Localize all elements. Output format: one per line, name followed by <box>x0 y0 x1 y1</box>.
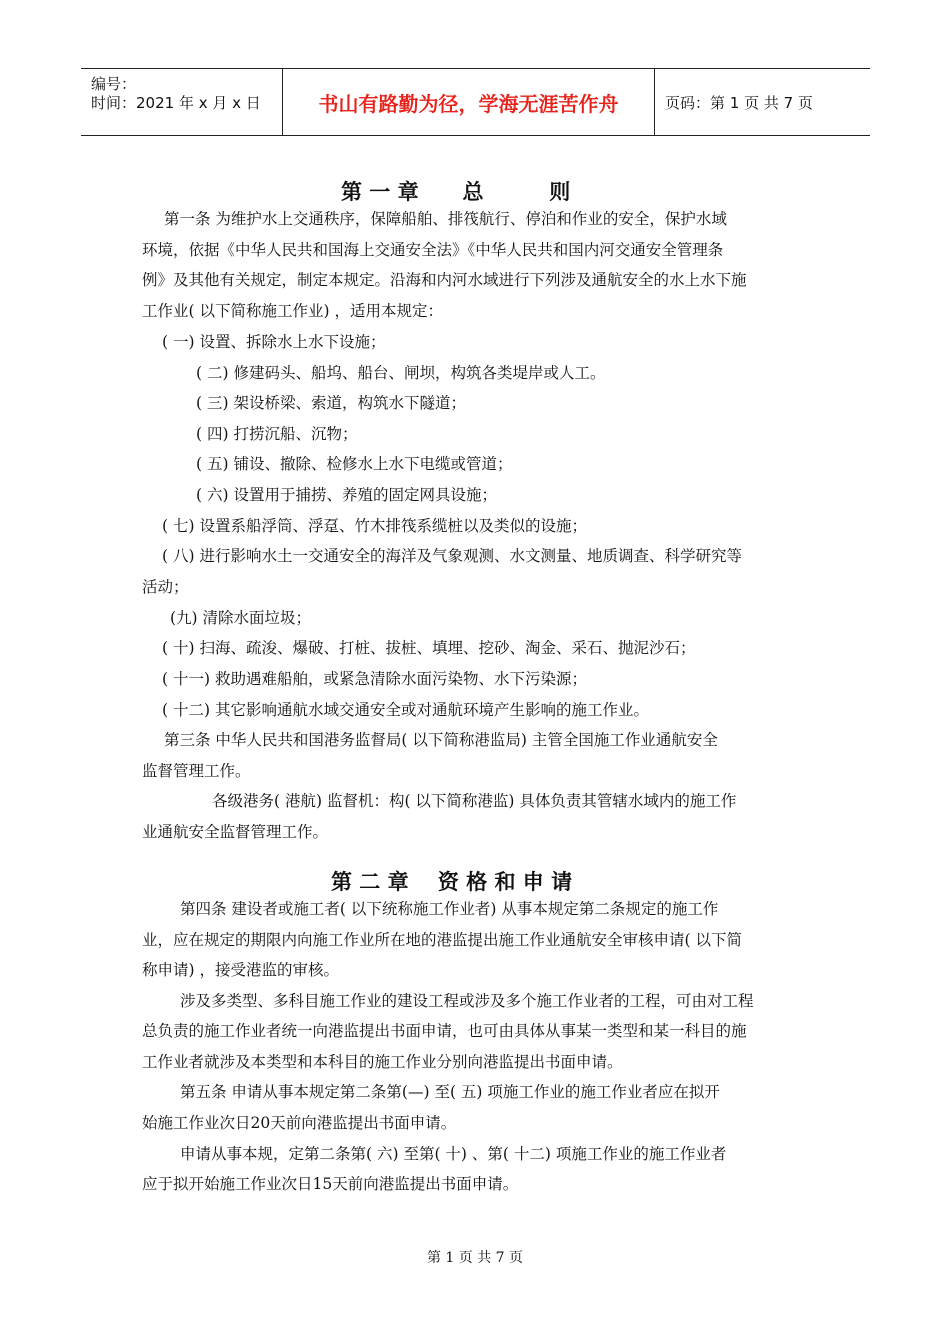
list-item: ( 五) 铺设、撤除、检修水上水下电缆或管道； <box>196 455 513 473</box>
paragraph-line: 第三条 中华人民共和国港务监督局( 以下简称港监局) 主管全国施工作业通航安全 <box>164 731 718 749</box>
paragraph-line: 第一条 为维护水上交通秩序，保障船舶、排筏航行、停泊和作业的安全，保护水域 <box>164 210 727 228</box>
list-item: ( 一) 设置、拆除水上水下设施； <box>162 333 386 351</box>
paragraph-line: 申请从事本规，定第二条第( 六) 至第( 十) 、第( 十二) 项施工作业的施工作业者 <box>180 1145 727 1163</box>
number-label: 编号： <box>91 75 137 93</box>
list-item: ( 二) 修建码头、船坞、船台、闸坝，构筑各类堤岸或人工。 <box>196 364 606 382</box>
paragraph-line: 业，应在规定的期限内向施工作业所在地的港监提出施工作业通航安全审核申请( 以下简 <box>142 931 742 949</box>
chapter-2-title: 第 二 章 资 格 和 申 请 <box>331 870 573 894</box>
list-item: ( 六) 设置用于捕捞、养殖的固定网具设施； <box>196 486 497 504</box>
page-footer: 第 1 页 共 7 页 <box>426 1250 524 1266</box>
paragraph-line: 称申请) ，接受港监的审核。 <box>142 961 339 979</box>
paragraph-line: 应于拟开始施工作业次日15天前向港监提出书面申请。 <box>142 1175 519 1193</box>
chapter-1-title: 第 一 章 总 则 <box>341 180 571 204</box>
page-info: 页码：第 1 页 共 7 页 <box>665 93 813 112</box>
list-item: ( 四) 打捞沉船、沉物； <box>196 425 358 443</box>
paragraph-line: 监督管理工作。 <box>142 762 251 780</box>
paragraph-line: 各级港务( 港航) 监督机：构( 以下简称港监) 具体负责其管辖水域内的施工作 <box>212 792 737 810</box>
paragraph-line: 涉及多类型、多科目施工作业的建设工程或涉及多个施工作业者的工程，可由对工程 <box>180 992 754 1010</box>
document-header <box>81 68 870 136</box>
paragraph-line: 环境，依据《中华人民共和国海上交通安全法》《中华人民共和国内河交通安全管理条 <box>142 241 724 259</box>
paragraph-line: 第四条 建设者或施工者( 以下统称施工作业者) 从事本规定第二条规定的施工作 <box>180 900 719 918</box>
list-item: ( 七) 设置系船浮筒、浮趸、竹木排筏系缆桩以及类似的设施； <box>162 517 587 535</box>
motto: 书山有路勤为径，学海无涯苦作舟 <box>318 91 619 116</box>
paragraph-line: 始施工作业次日20天前向港监提出书面申请。 <box>142 1114 457 1132</box>
header-motto-cell <box>283 69 655 135</box>
list-item: ( 三) 架设桥梁、索道，构筑水下隧道； <box>196 394 466 412</box>
paragraph-line: 工作业( 以下简称施工作业) ，适用本规定： <box>142 302 443 320</box>
time-label: 时间：2021 年 x 月 x 日 <box>91 94 261 112</box>
list-item: ( 十一) 救助遇难船舶，或紧急清除水面污染物、水下污染源； <box>162 670 587 688</box>
list-item: ( 十) 扫海、疏浚、爆破、打桩、拔桩、填埋、挖砂、淘金、采石、抛泥沙石； <box>162 639 696 657</box>
list-item: 活动； <box>142 578 189 596</box>
header-meta <box>81 69 283 135</box>
list-item: ( 十二) 其它影响通航水域交通安全或对通航环境产生影响的施工作业。 <box>162 701 649 719</box>
paragraph-line: 第五条 申请从事本规定第二条第(—) 至( 五) 项施工作业的施工作业者应在拟开 <box>180 1083 720 1101</box>
header-page-info <box>655 69 870 135</box>
paragraph-line: 总负责的施工作业者统一向港监提出书面申请，也可由具体从事某一类型和某一科目的施 <box>142 1022 747 1040</box>
paragraph-line: 工作业者就涉及本类型和本科目的施工作业分别向港监提出书面申请。 <box>142 1053 623 1071</box>
paragraph-line: 例》及其他有关规定，制定本规定。沿海和内河水域进行下列涉及通航安全的水上水下施 <box>142 271 747 289</box>
paragraph-line: 业通航安全监督管理工作。 <box>142 823 329 841</box>
list-item: (九) 清除水面垃圾； <box>170 609 312 627</box>
list-item: ( 八) 进行影响水土一交通安全的海洋及气象观测、水文测量、地质调查、科学研究等 <box>162 547 742 565</box>
